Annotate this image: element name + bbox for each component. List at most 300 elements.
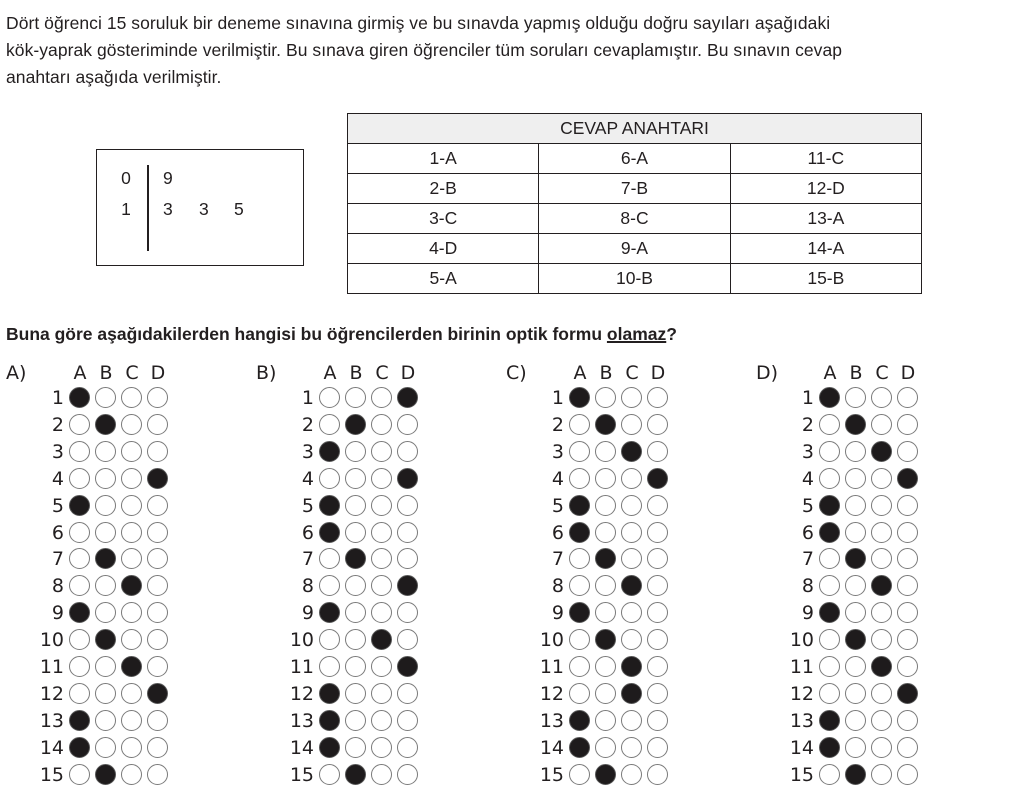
bubble-empty[interactable] [397, 629, 418, 650]
question-number: 2 [51, 413, 64, 436]
bubble-empty[interactable] [647, 602, 668, 623]
bubble-empty[interactable] [147, 737, 168, 758]
bubble-filled[interactable] [95, 414, 116, 435]
answer-key-row [348, 264, 922, 294]
bubble-empty[interactable] [95, 656, 116, 677]
bubble-empty[interactable] [595, 683, 616, 704]
bubble-empty[interactable] [897, 575, 918, 596]
bubble-empty[interactable] [647, 522, 668, 543]
bubble-empty[interactable] [147, 629, 168, 650]
bubble-empty[interactable] [371, 495, 392, 516]
bubble-empty[interactable] [319, 548, 340, 569]
bubble-empty[interactable] [845, 495, 866, 516]
bubble-empty[interactable] [147, 764, 168, 785]
bubble-empty[interactable] [819, 683, 840, 704]
bubble-empty[interactable] [897, 629, 918, 650]
bubble-filled[interactable] [621, 656, 642, 677]
bubble-empty[interactable] [345, 737, 366, 758]
bubble-empty[interactable] [397, 441, 418, 462]
leaf-value: 3 [199, 199, 209, 219]
bubble-empty[interactable] [621, 468, 642, 489]
bubble-empty[interactable] [147, 656, 168, 677]
question-number: 7 [301, 548, 314, 571]
bubble-empty[interactable] [871, 548, 892, 569]
bubble-filled[interactable] [345, 414, 366, 435]
bubble-empty[interactable] [595, 495, 616, 516]
bubble-filled[interactable] [397, 656, 418, 677]
bubble-empty[interactable] [95, 468, 116, 489]
bubble-empty[interactable] [397, 414, 418, 435]
form-question-row [756, 655, 956, 679]
bubble-empty[interactable] [121, 629, 142, 650]
bubble-filled[interactable] [897, 468, 918, 489]
bubble-empty[interactable] [147, 575, 168, 596]
bubble-empty[interactable] [371, 764, 392, 785]
bubble-empty[interactable] [897, 414, 918, 435]
bubble-empty[interactable] [871, 468, 892, 489]
bubble-filled[interactable] [69, 602, 90, 623]
bubble-empty[interactable] [595, 387, 616, 408]
bubble-empty[interactable] [69, 629, 90, 650]
bubble-filled[interactable] [595, 629, 616, 650]
bubble-empty[interactable] [897, 522, 918, 543]
bubble-filled[interactable] [819, 522, 840, 543]
bubble-empty[interactable] [595, 441, 616, 462]
bubble-filled[interactable] [345, 764, 366, 785]
form-question-row [256, 386, 456, 410]
option-label[interactable]: C) [506, 362, 527, 384]
bubble-empty[interactable] [819, 629, 840, 650]
bubble-empty[interactable] [397, 683, 418, 704]
bubble-empty[interactable] [595, 737, 616, 758]
bubble-empty[interactable] [621, 522, 642, 543]
bubble-filled[interactable] [319, 710, 340, 731]
bubble-filled[interactable] [371, 629, 392, 650]
bubble-filled[interactable] [319, 495, 340, 516]
bubble-empty[interactable] [69, 764, 90, 785]
bubble-empty[interactable] [871, 710, 892, 731]
answer-key-cell: 15-B [730, 264, 921, 294]
bubble-empty[interactable] [871, 629, 892, 650]
option-label[interactable]: B) [256, 362, 277, 384]
bubble-empty[interactable] [871, 414, 892, 435]
bubble-empty[interactable] [845, 656, 866, 677]
bubble-filled[interactable] [569, 495, 590, 516]
bubble-filled[interactable] [319, 602, 340, 623]
bubble-empty[interactable] [871, 387, 892, 408]
bubble-empty[interactable] [819, 548, 840, 569]
bubble-empty[interactable] [819, 441, 840, 462]
bubble-empty[interactable] [621, 414, 642, 435]
form-question-row [6, 736, 206, 760]
bubble-empty[interactable] [871, 764, 892, 785]
bubble-empty[interactable] [319, 575, 340, 596]
bubble-filled[interactable] [569, 522, 590, 543]
optical-form-option[interactable] [6, 362, 206, 797]
bubble-empty[interactable] [819, 656, 840, 677]
bubble-empty[interactable] [897, 387, 918, 408]
question-text [6, 324, 677, 345]
bubble-filled[interactable] [319, 683, 340, 704]
bubble-empty[interactable] [819, 414, 840, 435]
question-number: 5 [301, 494, 314, 517]
bubble-filled[interactable] [569, 387, 590, 408]
bubble-empty[interactable] [345, 656, 366, 677]
bubble-filled[interactable] [595, 414, 616, 435]
form-question-row [256, 521, 456, 545]
bubble-filled[interactable] [95, 548, 116, 569]
bubble-empty[interactable] [819, 468, 840, 489]
bubble-filled[interactable] [319, 522, 340, 543]
bubble-filled[interactable] [397, 575, 418, 596]
question-number: 11 [39, 656, 64, 678]
bubble-empty[interactable] [845, 737, 866, 758]
bubble-empty[interactable] [69, 548, 90, 569]
bubble-filled[interactable] [845, 414, 866, 435]
bubble-empty[interactable] [647, 683, 668, 704]
bubble-empty[interactable] [371, 575, 392, 596]
bubble-empty[interactable] [871, 522, 892, 543]
bubble-empty[interactable] [345, 710, 366, 731]
bubble-empty[interactable] [595, 656, 616, 677]
form-question-row [506, 763, 706, 787]
bubble-filled[interactable] [95, 629, 116, 650]
bubble-empty[interactable] [845, 575, 866, 596]
bubble-filled[interactable] [69, 710, 90, 731]
bubble-empty[interactable] [95, 387, 116, 408]
bubble-empty[interactable] [647, 414, 668, 435]
bubble-empty[interactable] [897, 764, 918, 785]
bubble-empty[interactable] [345, 522, 366, 543]
bubble-empty[interactable] [371, 522, 392, 543]
bubble-empty[interactable] [121, 387, 142, 408]
option-label[interactable]: A) [6, 362, 27, 384]
bubble-empty[interactable] [647, 441, 668, 462]
optical-form-option[interactable] [506, 362, 706, 797]
bubble-filled[interactable] [871, 656, 892, 677]
bubble-empty[interactable] [319, 387, 340, 408]
bubble-empty[interactable] [147, 495, 168, 516]
bubble-empty[interactable] [845, 522, 866, 543]
bubble-empty[interactable] [121, 522, 142, 543]
bubble-empty[interactable] [871, 602, 892, 623]
bubble-empty[interactable] [621, 764, 642, 785]
bubble-empty[interactable] [345, 468, 366, 489]
question-mark: ? [666, 324, 677, 344]
bubble-empty[interactable] [897, 656, 918, 677]
question-number: 11 [789, 656, 814, 678]
bubble-empty[interactable] [845, 387, 866, 408]
bubble-empty[interactable] [647, 495, 668, 516]
bubble-empty[interactable] [819, 764, 840, 785]
question-number: 8 [801, 575, 814, 598]
bubble-filled[interactable] [819, 602, 840, 623]
question-number: 6 [51, 521, 64, 544]
bubble-empty[interactable] [569, 441, 590, 462]
bubble-empty[interactable] [121, 495, 142, 516]
bubble-empty[interactable] [621, 737, 642, 758]
bubble-filled[interactable] [819, 387, 840, 408]
optical-form-option[interactable] [756, 362, 956, 797]
bubble-filled[interactable] [121, 656, 142, 677]
answer-key-row [348, 234, 922, 264]
bubble-empty[interactable] [345, 495, 366, 516]
answer-key-cell: 13-A [730, 204, 921, 234]
bubble-filled[interactable] [621, 683, 642, 704]
bubble-empty[interactable] [345, 441, 366, 462]
option-label[interactable]: D) [756, 362, 779, 384]
form-question-row [506, 574, 706, 598]
form-question-row [256, 736, 456, 760]
bubble-empty[interactable] [897, 710, 918, 731]
bubble-empty[interactable] [397, 710, 418, 731]
bubble-empty[interactable] [371, 683, 392, 704]
bubble-empty[interactable] [319, 656, 340, 677]
bubble-empty[interactable] [371, 414, 392, 435]
bubble-filled[interactable] [121, 575, 142, 596]
question-number: 12 [289, 682, 314, 705]
bubble-filled[interactable] [69, 737, 90, 758]
bubble-empty[interactable] [397, 548, 418, 569]
bubble-empty[interactable] [621, 495, 642, 516]
bubble-empty[interactable] [69, 414, 90, 435]
bubble-empty[interactable] [147, 548, 168, 569]
intro-line: kök-yaprak gösteriminde verilmiştir. Bu sınava giren öğrenciler tüm soruları cevaplamıştır. Bu sınavın cevap [6, 40, 843, 60]
bubble-empty[interactable] [871, 737, 892, 758]
bubble-empty[interactable] [621, 548, 642, 569]
form-question-row [756, 574, 956, 598]
question-number: 7 [801, 548, 814, 571]
bubble-filled[interactable] [845, 548, 866, 569]
form-question-row [256, 574, 456, 598]
bubble-empty[interactable] [647, 548, 668, 569]
bubble-filled[interactable] [871, 575, 892, 596]
bubble-empty[interactable] [845, 602, 866, 623]
bubble-empty[interactable] [319, 468, 340, 489]
answer-key-cell: 1-A [348, 144, 539, 174]
bubble-empty[interactable] [95, 522, 116, 543]
bubble-empty[interactable] [897, 548, 918, 569]
answer-key-row [348, 204, 922, 234]
question-number: 15 [539, 763, 564, 786]
form-question-row [6, 547, 206, 571]
bubble-empty[interactable] [871, 495, 892, 516]
bubble-filled[interactable] [69, 495, 90, 516]
bubble-empty[interactable] [845, 710, 866, 731]
bubble-empty[interactable] [871, 683, 892, 704]
bubble-empty[interactable] [95, 710, 116, 731]
choice-column-header: C [125, 362, 139, 384]
stem-leaf-divider [147, 165, 149, 251]
stem-value: 0 [121, 168, 131, 188]
bubble-empty[interactable] [95, 683, 116, 704]
choice-column-header: B [99, 362, 113, 384]
bubble-empty[interactable] [95, 602, 116, 623]
bubble-empty[interactable] [345, 629, 366, 650]
bubble-empty[interactable] [371, 441, 392, 462]
bubble-empty[interactable] [569, 629, 590, 650]
bubble-empty[interactable] [121, 548, 142, 569]
bubble-empty[interactable] [647, 575, 668, 596]
bubble-empty[interactable] [845, 468, 866, 489]
bubble-empty[interactable] [371, 387, 392, 408]
bubble-empty[interactable] [397, 495, 418, 516]
bubble-filled[interactable] [845, 764, 866, 785]
bubble-empty[interactable] [621, 387, 642, 408]
bubble-empty[interactable] [95, 737, 116, 758]
bubble-filled[interactable] [569, 737, 590, 758]
bubble-filled[interactable] [595, 548, 616, 569]
form-question-row [756, 628, 956, 652]
bubble-empty[interactable] [147, 441, 168, 462]
bubble-empty[interactable] [845, 683, 866, 704]
bubble-empty[interactable] [595, 710, 616, 731]
form-question-row [756, 386, 956, 410]
bubble-empty[interactable] [397, 764, 418, 785]
bubble-empty[interactable] [897, 602, 918, 623]
bubble-empty[interactable] [647, 656, 668, 677]
bubble-empty[interactable] [345, 387, 366, 408]
bubble-empty[interactable] [595, 468, 616, 489]
bubble-empty[interactable] [569, 468, 590, 489]
bubble-empty[interactable] [371, 737, 392, 758]
bubble-filled[interactable] [397, 468, 418, 489]
bubble-filled[interactable] [845, 629, 866, 650]
bubble-empty[interactable] [621, 629, 642, 650]
bubble-filled[interactable] [319, 737, 340, 758]
bubble-empty[interactable] [647, 710, 668, 731]
bubble-empty[interactable] [345, 602, 366, 623]
bubble-empty[interactable] [569, 548, 590, 569]
bubble-empty[interactable] [147, 387, 168, 408]
bubble-empty[interactable] [319, 629, 340, 650]
bubble-empty[interactable] [595, 602, 616, 623]
bubble-empty[interactable] [897, 737, 918, 758]
bubble-empty[interactable] [345, 683, 366, 704]
bubble-empty[interactable] [595, 522, 616, 543]
bubble-empty[interactable] [121, 737, 142, 758]
bubble-empty[interactable] [121, 602, 142, 623]
bubble-filled[interactable] [397, 387, 418, 408]
bubble-empty[interactable] [647, 629, 668, 650]
bubble-filled[interactable] [819, 710, 840, 731]
bubble-empty[interactable] [397, 602, 418, 623]
bubble-empty[interactable] [897, 495, 918, 516]
leaf-value: 5 [234, 199, 244, 219]
bubble-filled[interactable] [69, 387, 90, 408]
bubble-empty[interactable] [371, 548, 392, 569]
question-number: 7 [51, 548, 64, 571]
form-question-row [756, 763, 956, 787]
bubble-filled[interactable] [147, 468, 168, 489]
leaf-value: 3 [163, 199, 173, 219]
bubble-empty[interactable] [319, 764, 340, 785]
bubble-filled[interactable] [819, 495, 840, 516]
bubble-filled[interactable] [647, 468, 668, 489]
bubble-empty[interactable] [121, 468, 142, 489]
bubble-empty[interactable] [95, 441, 116, 462]
bubble-empty[interactable] [621, 602, 642, 623]
bubble-empty[interactable] [95, 495, 116, 516]
bubble-empty[interactable] [371, 656, 392, 677]
bubble-empty[interactable] [845, 441, 866, 462]
bubble-empty[interactable] [819, 575, 840, 596]
bubble-filled[interactable] [319, 441, 340, 462]
bubble-empty[interactable] [147, 602, 168, 623]
question-stem: Buna göre aşağıdakilerden hangisi bu öğrencilerden birinin optik formu [6, 324, 607, 344]
bubble-empty[interactable] [569, 683, 590, 704]
bubble-filled[interactable] [147, 683, 168, 704]
bubble-empty[interactable] [319, 414, 340, 435]
bubble-empty[interactable] [397, 522, 418, 543]
bubble-empty[interactable] [69, 683, 90, 704]
bubble-filled[interactable] [871, 441, 892, 462]
bubble-empty[interactable] [569, 764, 590, 785]
form-question-row [256, 655, 456, 679]
answer-key-cell: 5-A [348, 264, 539, 294]
bubble-empty[interactable] [345, 575, 366, 596]
answer-key-cell: 8-C [539, 204, 730, 234]
bubble-empty[interactable] [69, 441, 90, 462]
bubble-empty[interactable] [647, 764, 668, 785]
bubble-empty[interactable] [121, 414, 142, 435]
bubble-filled[interactable] [95, 764, 116, 785]
bubble-filled[interactable] [621, 441, 642, 462]
bubble-empty[interactable] [621, 710, 642, 731]
leaf-value: 9 [163, 168, 173, 188]
bubble-empty[interactable] [69, 468, 90, 489]
bubble-empty[interactable] [121, 710, 142, 731]
bubble-filled[interactable] [345, 548, 366, 569]
question-number: 1 [801, 387, 814, 409]
bubble-empty[interactable] [371, 710, 392, 731]
bubble-empty[interactable] [569, 414, 590, 435]
bubble-filled[interactable] [569, 710, 590, 731]
bubble-empty[interactable] [69, 575, 90, 596]
bubble-empty[interactable] [95, 575, 116, 596]
bubble-empty[interactable] [69, 522, 90, 543]
bubble-empty[interactable] [595, 575, 616, 596]
bubble-filled[interactable] [595, 764, 616, 785]
bubble-filled[interactable] [897, 683, 918, 704]
bubble-empty[interactable] [147, 522, 168, 543]
bubble-empty[interactable] [121, 764, 142, 785]
bubble-empty[interactable] [147, 414, 168, 435]
bubble-empty[interactable] [647, 737, 668, 758]
bubble-filled[interactable] [819, 737, 840, 758]
bubble-filled[interactable] [621, 575, 642, 596]
answer-key-cell: 2-B [348, 174, 539, 204]
form-question-row [6, 574, 206, 598]
question-number: 2 [301, 413, 314, 436]
bubble-filled[interactable] [569, 602, 590, 623]
intro-line: anahtarı aşağıda verilmiştir. [6, 67, 222, 87]
bubble-empty[interactable] [569, 656, 590, 677]
optical-form-option[interactable] [256, 362, 456, 797]
bubble-empty[interactable] [647, 387, 668, 408]
bubble-empty[interactable] [121, 441, 142, 462]
question-number: 15 [289, 763, 314, 786]
bubble-empty[interactable] [147, 710, 168, 731]
bubble-empty[interactable] [897, 441, 918, 462]
bubble-empty[interactable] [371, 602, 392, 623]
bubble-empty[interactable] [397, 737, 418, 758]
question-number: 1 [301, 387, 314, 409]
bubble-empty[interactable] [569, 575, 590, 596]
bubble-empty[interactable] [121, 683, 142, 704]
bubble-empty[interactable] [371, 468, 392, 489]
bubble-empty[interactable] [69, 656, 90, 677]
